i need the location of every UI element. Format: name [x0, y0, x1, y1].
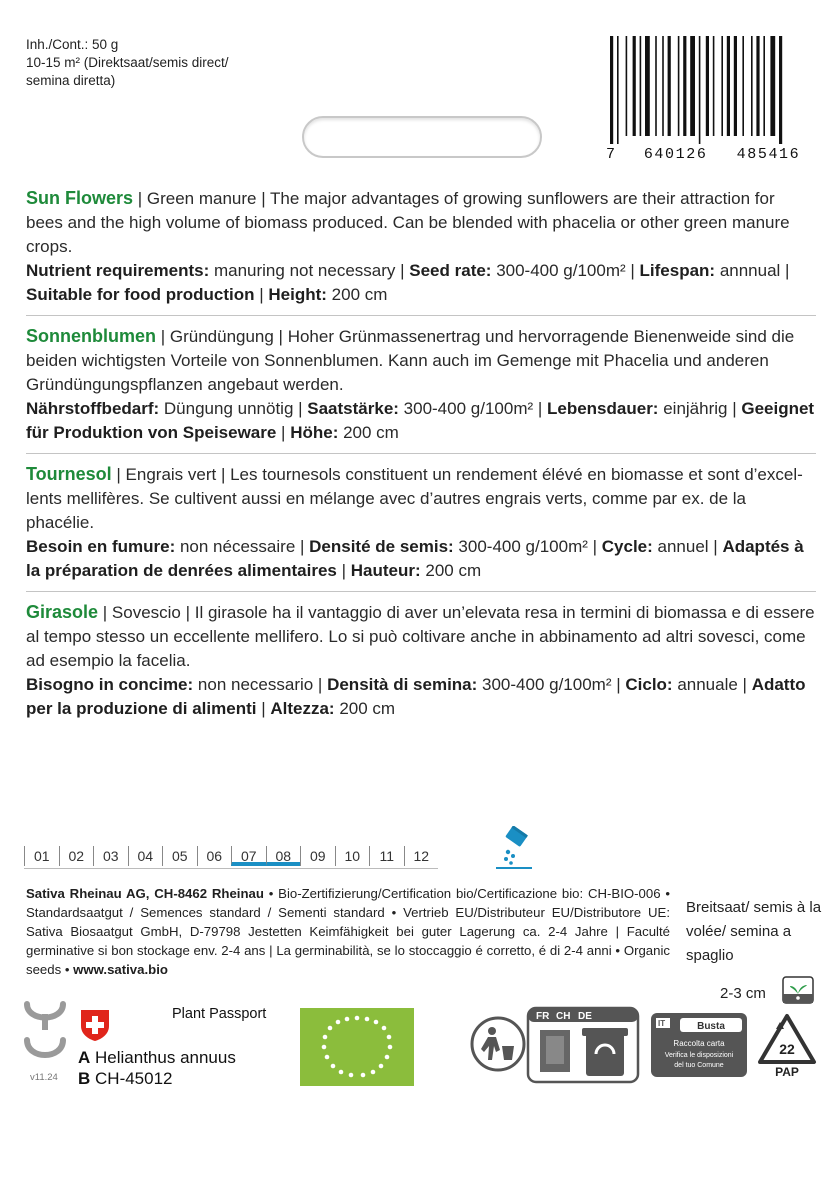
barcode-bar	[751, 36, 753, 136]
description-text: | Sovescio | Il girasole ha il vantaggio di aver un’elevata resa in termini di biomassa e di essere al tempo stesso un eccellente mellifero. Lo si può coltivare anche in abbinamento ad altri sovesci, come ad esempio la facelia.	[26, 603, 815, 670]
pap-label: PAP	[775, 1065, 799, 1079]
recycling-person-icon	[470, 1016, 526, 1072]
version-label: v11.24	[30, 1072, 58, 1083]
variety-name: Tournesol	[26, 464, 112, 484]
section-german	[26, 316, 816, 454]
spec-value: 300-400 g/100m² |	[398, 399, 547, 418]
barcode-bar	[763, 36, 765, 136]
description-text: | Engrais vert | Les tournesols constituent un rendement élévé en biomasse et sont d’excellents mellifères. Se cultivent aussi en mélange avec d’autres engrais verts, comme par ex. de la phacélie.	[26, 465, 803, 532]
spec-value: 300-400 g/100m² |	[453, 537, 602, 556]
section-french	[26, 454, 816, 592]
sowing-icon	[494, 826, 534, 870]
waste-bins-icon	[526, 1006, 640, 1084]
barcode-bar	[713, 36, 715, 136]
description-sections	[26, 182, 816, 729]
barcode-bar	[662, 36, 664, 136]
swiss-flag-icon	[78, 1008, 112, 1042]
variety-name: Sonnenblumen	[26, 326, 156, 346]
calendar-month-11: 11	[369, 846, 404, 866]
spec-value: non nécessaire |	[175, 537, 310, 556]
barcode-bar	[626, 36, 628, 136]
spec-value: non necessario |	[193, 675, 328, 694]
busta-line-2: Verifica le disposizioni	[664, 1052, 734, 1059]
calendar-month-05: 05	[162, 846, 197, 866]
section-english	[26, 182, 816, 316]
spec-label: Nutrient requirements:	[26, 261, 210, 280]
calendar-month-04: 04	[128, 846, 163, 866]
barcode-group-2: 485416	[736, 146, 801, 163]
calendar-month-09: 09	[300, 846, 335, 866]
plant-passport-b-value: CH-45012	[95, 1069, 173, 1088]
busta-line-3: del tuo Comune	[674, 1062, 724, 1069]
spec-label: Cycle:	[601, 537, 653, 556]
barcode-bar	[633, 36, 636, 136]
spec-value: 200 cm	[326, 285, 388, 304]
barcode-bar	[706, 36, 709, 136]
producer-info	[26, 884, 670, 979]
calendar-month-01: 01	[24, 846, 59, 866]
busta-line-1: Raccolta carta	[673, 1039, 725, 1048]
description-text: | Green manure | The major advantages of growing sunflowers are their attraction for bees and the high volume of biomass produced. Can be blended with phacelia or other green manure crops.	[26, 189, 790, 256]
bin-label-fr: FR	[536, 1011, 550, 1022]
spec-label: Besoin en fumure:	[26, 537, 176, 556]
barcode-bar	[640, 36, 642, 136]
spec-value: 200 cm	[420, 561, 482, 580]
barcode-bar	[779, 36, 782, 144]
plant-passport-b-letter: B	[78, 1069, 91, 1088]
sowing-calendar	[24, 846, 438, 866]
spec-label: Geeignet für Produktion von Speiseware	[26, 399, 815, 442]
spec-value: |	[276, 423, 291, 442]
calendar-month-10: 10	[335, 846, 370, 866]
spec-label: Densité de semis:	[309, 537, 454, 556]
bin-label-ch: CH	[556, 1011, 571, 1022]
variety-name: Girasole	[26, 602, 99, 622]
spec-label: Suitable for food production	[26, 285, 255, 304]
barcode-bar	[617, 36, 619, 144]
spec-value: 200 cm	[338, 423, 399, 442]
barcode-bar	[683, 36, 686, 136]
coverage-area: 10-15 m² (Direktsaat/semis direct/	[26, 55, 229, 70]
barcode-group-1: 640126	[643, 146, 708, 163]
spec-label: Lifespan:	[639, 261, 716, 280]
section-italian	[26, 592, 816, 729]
barcode-bar	[734, 36, 737, 136]
spec-label: Nährstoffbedarf:	[26, 399, 160, 418]
hang-hole	[302, 116, 542, 158]
spec-value: Düngung unnötig |	[159, 399, 308, 418]
company-name: Sativa Rheinau AG, CH-8462 Rheinau	[26, 886, 264, 901]
barcode-bar	[668, 36, 671, 136]
spec-value: annuale |	[672, 675, 752, 694]
barcode-bar	[742, 36, 744, 136]
busta-title: Busta	[697, 1021, 725, 1032]
spec-value: manuring not necessary |	[209, 261, 410, 280]
sowing-depth-icon	[782, 976, 814, 1004]
spec-value: 200 cm	[334, 699, 396, 718]
spec-label: Bisogno in concime:	[26, 675, 194, 694]
barcode-bar	[770, 36, 775, 136]
barcode-bar	[678, 36, 680, 136]
barcode-bar	[655, 36, 657, 136]
calendar-month-08: 08	[266, 846, 301, 866]
barcode-number	[606, 146, 818, 163]
barcode-bar	[699, 36, 701, 144]
eu-organic-logo-icon	[300, 1008, 414, 1086]
barcode-bars	[606, 36, 818, 144]
certification-text: • Bio-Zertifizierung/Certification bio/Certificazione bio: CH-BIO-006 • Standardsaatgut / Semences standard / Sementi standard • Vertrieb EU/Distributeur EU/Distributore UE: Sativa Biosaatgut GmbH, D-79798 Jestetten Keimfähigkeit bei guter Lagerung ca. 2-4 Jahre | Faculté germinative si bon stockage env. 2-4 ans | La germinabilità, se lo stoccaggio é corretto, é di 2-4 anni • Organic seeds •	[26, 886, 670, 977]
spec-value: einjährig |	[658, 399, 742, 418]
spec-value: 300-400 g/100m² |	[477, 675, 626, 694]
package-contents-info	[26, 36, 229, 90]
spec-value: 300-400 g/100m² |	[491, 261, 640, 280]
spec-label: Seed rate:	[409, 261, 492, 280]
spec-label: Densità di semina:	[327, 675, 478, 694]
coverage-note: semina diretta)	[26, 73, 116, 88]
plant-passport-species	[78, 1048, 236, 1068]
spec-label: Höhe:	[290, 423, 339, 442]
barcode	[606, 36, 818, 163]
calendar-month-12: 12	[404, 846, 439, 866]
busta-paper-collection-icon	[650, 1012, 748, 1078]
contents-weight: Inh./Cont.: 50 g	[26, 37, 119, 52]
pap-number: 22	[779, 1041, 795, 1057]
spec-label: Ciclo:	[625, 675, 673, 694]
broadcast-sowing-text: Breitsaat/ semis à la volée/ semina a spaglio	[686, 899, 822, 964]
calendar-month-07: 07	[231, 846, 266, 866]
barcode-bar	[610, 36, 613, 144]
spec-value: |	[254, 285, 269, 304]
sativa-logo-icon	[24, 1000, 66, 1070]
plant-passport-code	[78, 1069, 173, 1089]
bin-label-de: DE	[578, 1011, 592, 1022]
barcode-first-digit: 7	[606, 146, 617, 163]
plant-passport-a-letter: A	[78, 1048, 91, 1067]
spec-value: |	[256, 699, 271, 718]
variety-name: Sun Flowers	[26, 188, 134, 208]
spec-label: Adatto per la produzione di alimenti	[26, 675, 806, 718]
spec-label: Altezza:	[270, 699, 335, 718]
barcode-bar	[721, 36, 723, 136]
spec-label: Lebensdauer:	[547, 399, 659, 418]
plant-passport-a-value: Helianthus annuus	[95, 1048, 236, 1067]
spec-value: annnual |	[715, 261, 790, 280]
website-link[interactable]: www.sativa.bio	[73, 962, 168, 977]
description-text: | Gründüngung | Hoher Grünmassenertrag und hervorragende Bienenweide sind die beiden wichtigsten Vorteile von Sonnenblumen. Kann auch im Gemenge mit Phacelia und anderen Gründüngungspflanzen angebaut werden.	[26, 327, 795, 394]
calendar-baseline	[24, 868, 438, 869]
spec-label: Height:	[268, 285, 327, 304]
spec-value: |	[336, 561, 351, 580]
calendar-month-03: 03	[93, 846, 128, 866]
barcode-bar	[645, 36, 650, 136]
spec-label: Adaptés à la préparation de denrées alimentaires	[26, 537, 804, 580]
calendar-month-02: 02	[59, 846, 94, 866]
busta-country: IT	[658, 1019, 666, 1028]
barcode-bar	[690, 36, 695, 136]
pap-recycling-icon	[756, 1012, 818, 1080]
spec-label: Hauteur:	[350, 561, 421, 580]
sowing-depth: 2-3 cm	[720, 985, 766, 1002]
calendar-month-06: 06	[197, 846, 232, 866]
plant-passport-title: Plant Passport	[172, 1006, 267, 1022]
spec-value: annuel |	[652, 537, 723, 556]
barcode-bar	[727, 36, 730, 136]
barcode-bar	[756, 36, 759, 136]
spec-label: Saatstärke:	[307, 399, 399, 418]
